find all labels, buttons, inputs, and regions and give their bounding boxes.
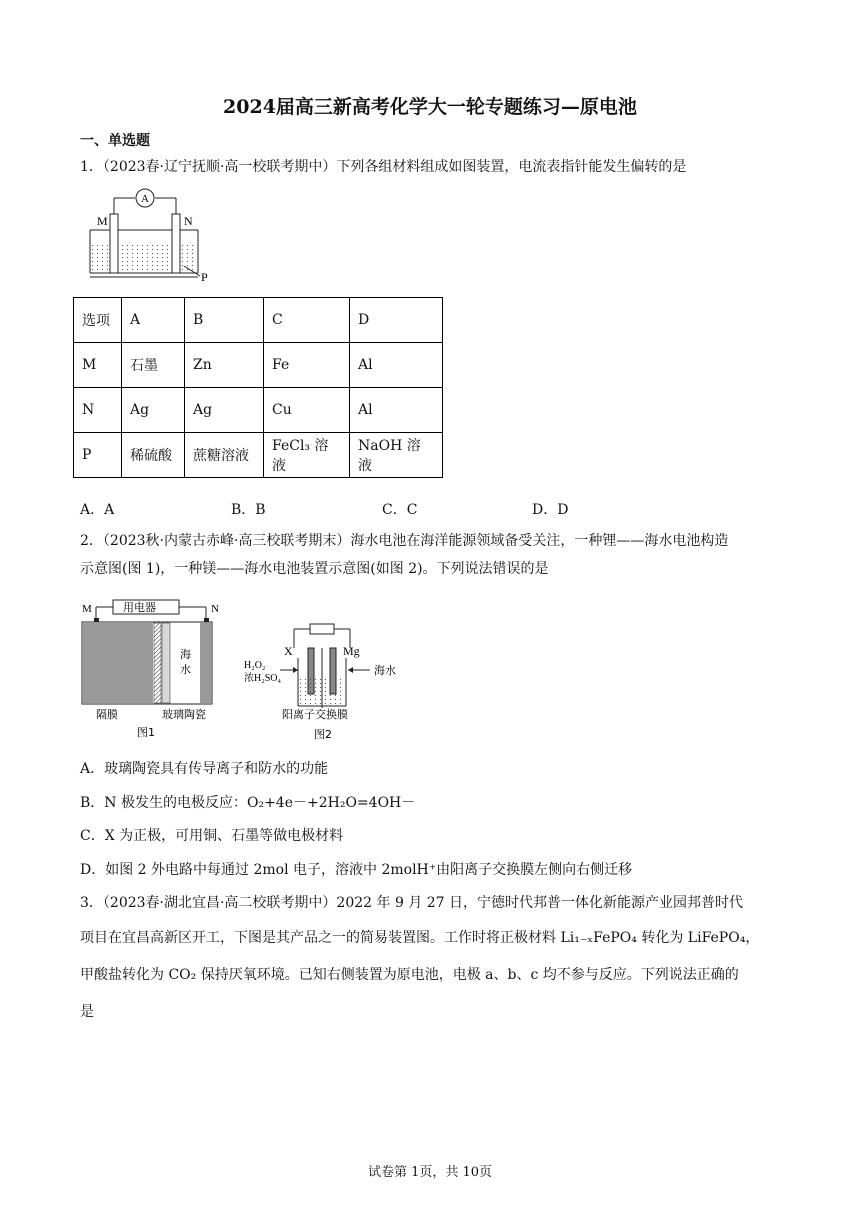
q1-stem: 1．（2023春·辽宁抚顺·高一校联考期中）下列各组材料组成如图装置，电流表指针能发生偏转的是 [80, 159, 687, 175]
table-cell: 选项 [74, 298, 122, 343]
q1-table [73, 297, 443, 478]
table-cell: C [264, 298, 350, 343]
q2-fig1-caption: 图1 [137, 726, 155, 739]
q1-option-a[interactable]: A．A [80, 502, 115, 518]
q2-fig2-x: X [284, 644, 293, 658]
q1-n-label: N [184, 214, 193, 228]
q2-fig1-separator: 隔膜 [96, 708, 118, 721]
q3-stem-line2: 项目在宜昌高新区开工，下图是其产品之一的简易装置图。工作时将正极材料 Li₁₋ₓFePO₄ 转化为 LiFePO₄， [80, 930, 760, 946]
q2-fig2-h2o2: H₂O₂ [244, 660, 266, 671]
q2-stem [80, 531, 785, 579]
table-cell: 蔗糖溶液 [185, 433, 264, 478]
q3-stem [80, 893, 785, 1022]
q2-fig2-mg: Mg [343, 644, 360, 658]
q1-option-c[interactable]: C．C [382, 502, 418, 518]
table-row [74, 388, 443, 433]
q1-meter-label: A [141, 193, 149, 205]
page-title: 2024届高三新高考化学大一轮专题练习—原电池 [223, 96, 637, 118]
q2-fig1-seawater1: 海 [180, 648, 191, 661]
table-cell: M [74, 343, 122, 388]
q3-stem-line4: 是 [80, 1004, 94, 1020]
table-cell: A [122, 298, 185, 343]
q2-fig2-membrane: 阳离子交换膜 [282, 708, 348, 721]
table-cell: B [185, 298, 264, 343]
table-cell: Ag [122, 388, 185, 433]
q1-option-d[interactable]: D．D [532, 502, 569, 518]
table-cell: FeCl₃ 溶液 [264, 433, 350, 478]
q2-fig2-caption: 图2 [314, 728, 332, 741]
q2-fig1-m: M [82, 603, 92, 615]
q3-stem-line1: 3．（2023春·湖北宜昌·高二校联考期中）2022 年 9 月 27 日，宁德时代邦普一体化新能源产业园邦普时代 [80, 895, 744, 911]
table-cell: 稀硫酸 [122, 433, 185, 478]
q2-figure-1 [78, 598, 228, 740]
q2-fig1-n: N [211, 603, 219, 615]
table-cell: N [74, 388, 122, 433]
q1-m-label: M [97, 214, 108, 228]
table-cell: Al [350, 343, 443, 388]
table-cell: Zn [185, 343, 264, 388]
q2-option-a[interactable]: A．玻璃陶瓷具有传导离子和防水的功能 [80, 761, 329, 777]
q2-fig1-glass: 玻璃陶瓷 [162, 708, 206, 721]
q2-stem-line2: 示意图(图 1)，一种镁——海水电池装置示意图(如图 2)。下列说法错误的是 [80, 561, 549, 577]
table-cell: Al [350, 388, 443, 433]
table-cell: Cu [264, 388, 350, 433]
table-cell: Ag [185, 388, 264, 433]
q2-fig2-seawater: 海水 [374, 664, 396, 677]
table-row [74, 298, 443, 343]
table-row [74, 433, 443, 478]
q1-p-label: P [201, 270, 208, 284]
q2-fig1-device: 用电器 [123, 601, 156, 614]
q1-figure [86, 188, 221, 285]
q1-option-b[interactable]: B．B [231, 502, 266, 518]
table-cell: Fe [264, 343, 350, 388]
q3-stem-line3: 甲酸盐转化为 CO₂ 保持厌氧环境。已知右侧装置为原电池，电极 a、b、c 均不参与反应。下列说法正确的 [80, 967, 739, 983]
q2-option-b[interactable]: B．N 极发生的电极反应：O₂+4e－+2H₂O=4OH－ [80, 795, 416, 811]
q2-option-c[interactable]: C．X 为正极，可用铜、石墨等做电极材料 [80, 828, 344, 844]
q2-option-d[interactable]: D．如图 2 外电路中每通过 2mol 电子，溶液中 2molH⁺由阳离子交换膜左侧向右侧迁移 [80, 862, 633, 878]
q2-fig1-seawater2: 水 [180, 663, 191, 676]
q2-figure-2 [244, 618, 406, 742]
section-heading: 一、单选题 [80, 133, 150, 149]
table-row [74, 343, 443, 388]
table-cell: P [74, 433, 122, 478]
table-cell: D [350, 298, 443, 343]
q2-fig2-h2so4: 浓H₂SO₄ [244, 673, 281, 684]
table-cell: 石墨 [122, 343, 185, 388]
q2-stem-line1: 2．（2023秋·内蒙古赤峰·高三校联考期末）海水电池在海洋能源领域备受关注，一种锂——海水电池构造 [80, 533, 729, 549]
page-footer: 试卷第 1页，共 10页 [367, 1165, 493, 1180]
table-cell: NaOH 溶液 [350, 433, 443, 478]
